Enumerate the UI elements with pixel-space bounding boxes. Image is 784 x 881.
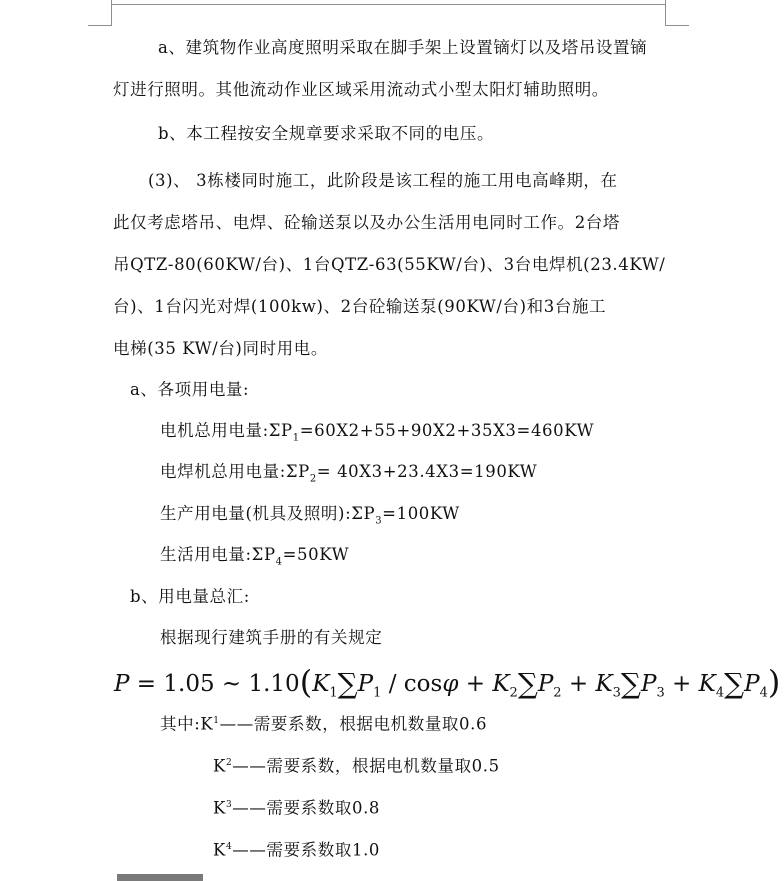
subscript: 2 xyxy=(309,473,317,485)
superscript: 1 xyxy=(213,716,220,726)
note-k2 xyxy=(213,752,500,778)
paragraph-lighting-line-2: 灯进行照明。其他流动作业区域采用流动式小型太阳灯辅助照明。 xyxy=(113,80,609,99)
power-expression: =60X2+55+90X2+35X3=460KW xyxy=(299,421,595,440)
power-expression: =50KW xyxy=(282,545,350,564)
formula-p: P xyxy=(744,671,760,697)
superscript: 3 xyxy=(225,800,233,810)
formula-lhs: P xyxy=(114,671,130,697)
subscript: 3 xyxy=(375,515,383,527)
paragraph-peak-line-5: 电梯(35 KW/台)同时用电。 xyxy=(113,339,328,358)
formula-sum: ∑ xyxy=(337,667,358,700)
note-k: K xyxy=(213,840,226,860)
power-item-label: 生产用电量(机具及照明): xyxy=(160,504,352,523)
note-k3 xyxy=(213,794,380,820)
crop-mark-top-right-vertical xyxy=(665,0,666,26)
section-b-intro: 根据现行建筑手册的有关规定 xyxy=(160,628,383,647)
note-prefix: 其中: xyxy=(160,714,201,734)
total-power-formula xyxy=(114,660,780,700)
subscript: 1 xyxy=(292,432,300,444)
subscript: 4 xyxy=(275,556,283,568)
formula-p: P xyxy=(357,671,374,697)
note-k: K xyxy=(200,714,214,734)
formula-sub: 3 xyxy=(612,685,621,701)
formula-sub: 3 xyxy=(656,685,665,701)
formula-sum: ∑ xyxy=(724,667,745,700)
power-item-label: 电机总用电量: xyxy=(160,421,269,440)
power-item-motors xyxy=(160,420,594,449)
formula-open-paren: ( xyxy=(299,663,313,701)
formula-k: K xyxy=(492,671,510,697)
power-item-label: 生活用电量: xyxy=(160,545,252,564)
paragraph-peak-line-3: 吊QTZ-80(60KW/台)、1台QTZ-63(55KW/台)、3台电焊机(23.4KW/ xyxy=(113,255,666,274)
power-item-welders xyxy=(160,461,537,490)
note-k1 xyxy=(160,710,487,736)
sum-symbol: ΣP xyxy=(251,545,276,564)
paragraph-voltage: b、本工程按安全规章要求采取不同的电压。 xyxy=(158,124,495,143)
note-k: K xyxy=(213,798,226,818)
section-a-heading: a、各项用电量: xyxy=(130,380,250,399)
sum-symbol: ΣP xyxy=(268,421,293,440)
superscript: 2 xyxy=(225,758,233,768)
note-text: ——需要系数，根据电机数量取0.5 xyxy=(232,756,500,776)
note-text: ——需要系数取0.8 xyxy=(232,798,381,818)
formula-coefficient-range: = 1.05 ~ 1.10 xyxy=(129,671,300,697)
sum-symbol: ΣP xyxy=(351,504,376,523)
section-b-heading: b、用电量总汇: xyxy=(130,587,250,606)
power-item-production xyxy=(160,503,460,532)
formula-sum: ∑ xyxy=(517,667,538,700)
note-text: ——需要系数，根据电机数量取0.6 xyxy=(219,714,488,734)
formula-close-paren: ) xyxy=(767,663,781,701)
superscript: 4 xyxy=(225,842,233,852)
formula-plus: + xyxy=(458,671,493,697)
formula-plus: + xyxy=(664,671,699,697)
formula-k: K xyxy=(698,671,716,697)
formula-sub: 4 xyxy=(715,685,725,701)
formula-p: P xyxy=(537,671,554,697)
formula-sub: 1 xyxy=(373,685,382,701)
paragraph-peak-line-2: 此仅考虑塔吊、电焊、砼输送泵以及办公生活用电同时工作。2台塔 xyxy=(113,213,620,232)
formula-sub: 4 xyxy=(759,685,768,701)
note-text: ——需要系数取1.0 xyxy=(232,840,381,860)
power-expression: = 40X3+23.4X3=190KW xyxy=(316,462,538,481)
formula-sub: 1 xyxy=(329,685,338,701)
bottom-scroll-indicator xyxy=(117,874,203,881)
formula-sub: 2 xyxy=(553,685,562,701)
formula-sum: ∑ xyxy=(620,667,641,700)
formula-divide-cos: / cos xyxy=(381,671,443,697)
power-expression: =100KW xyxy=(382,504,460,523)
crop-mark-top-right-horizontal xyxy=(665,25,689,26)
formula-k: K xyxy=(595,671,613,697)
page-top-border xyxy=(111,4,665,5)
formula-plus: + xyxy=(561,671,596,697)
formula-phi: φ xyxy=(442,671,459,697)
paragraph-lighting-line-1: a、建筑物作业高度照明采取在脚手架上设置镝灯以及塔吊设置镝 xyxy=(158,38,648,57)
sum-symbol: ΣP xyxy=(285,462,310,481)
power-item-living xyxy=(160,544,349,573)
note-k4 xyxy=(213,836,380,862)
crop-mark-top-left-horizontal xyxy=(88,25,112,26)
paragraph-peak-line-4: 台)、1台闪光对焊(100kw)、2台砼输送泵(90KW/台)和3台施工 xyxy=(113,297,607,316)
power-item-label: 电焊机总用电量: xyxy=(160,462,286,481)
formula-sub: 2 xyxy=(509,685,518,701)
note-k: K xyxy=(213,756,226,776)
formula-k: K xyxy=(312,671,330,697)
formula-p: P xyxy=(640,671,657,697)
paragraph-peak-line-1: (3)、 3栋楼同时施工，此阶段是该工程的施工用电高峰期，在 xyxy=(148,171,618,190)
